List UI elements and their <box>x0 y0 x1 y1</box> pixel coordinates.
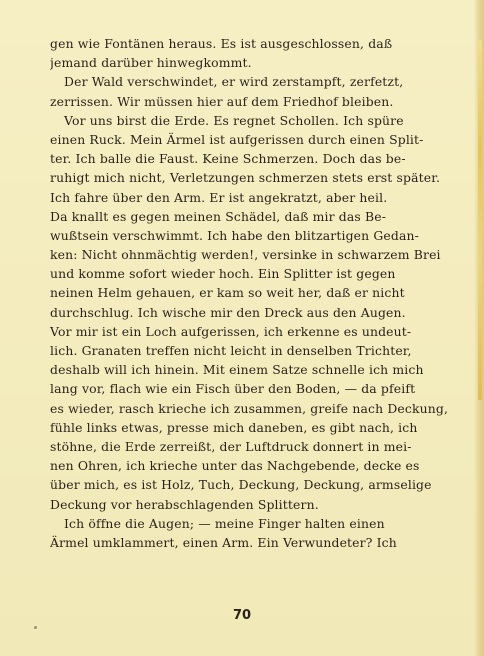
text-line: Vor mir ist ein Loch aufgerissen, ich erkenne es undeut- <box>50 323 412 339</box>
text-line: fühle links etwas, presse mich daneben, es gibt nach, ich <box>50 419 418 435</box>
text-line: stöhne, die Erde zerreißt, der Luftdruck donnert in mei- <box>50 438 412 454</box>
text-line: nen Ohren, ich krieche unter das Nachgebende, decke es <box>50 458 420 474</box>
text-line: ter. Ich balle die Faust. Keine Schmerzen. Doch das be- <box>50 151 406 167</box>
text-line: Ich öffne die Augen; — meine Finger halten einen <box>64 515 385 531</box>
text-line: ruhigt mich nicht, Verletzungen schmerzen stets erst später. <box>50 170 441 186</box>
text-line: und komme sofort wieder hoch. Ein Splitter ist gegen <box>50 266 396 282</box>
text-line: es wieder, rasch krieche ich zusammen, greife nach Deckung, <box>50 400 449 416</box>
text-line: zerrissen. Wir müssen hier auf dem Friedhof bleiben. <box>50 93 394 109</box>
text-line: Deckung vor herabschlagenden Splittern. <box>50 496 319 512</box>
body-text <box>50 34 470 552</box>
text-line: jemand darüber hinwegkommt. <box>50 55 252 71</box>
text-line: einen Ruck. Mein Ärmel ist aufgerissen durch einen Split- <box>50 131 424 147</box>
text-line: Ärmel umklammert, einen Arm. Ein Verwundeter? Ich <box>50 534 397 550</box>
text-line: lang vor, flach wie ein Fisch über den Boden, — da pfeift <box>50 381 416 397</box>
text-line: lich. Granaten treffen nicht leicht in denselben Trichter, <box>50 343 412 358</box>
text-line: durchschlug. Ich wische mir den Dreck aus den Augen. <box>50 304 406 320</box>
text-line: neinen Helm gehauen, er kam so weit her, daß er nicht <box>50 285 405 301</box>
text-line: deshalb will ich hinein. Mit einem Satze schnelle ich mich <box>50 362 424 378</box>
text-line: über mich, es ist Holz, Tuch, Deckung, Deckung, armselige <box>50 477 432 493</box>
page-number: 70 <box>232 608 252 623</box>
text-line: Der Wald verschwindet, er wird zerstampft, zerfetzt, <box>64 74 404 90</box>
text-line: gen wie Fontänen heraus. Es ist ausgeschlossen, daß <box>50 36 393 51</box>
page-edge-stain <box>478 40 482 400</box>
text-line: Da knallt es gegen meinen Schädel, daß mir das Be- <box>50 208 387 224</box>
text-line: wußtsein verschwimmt. Ich habe den blitzartigen Gedan- <box>50 227 419 243</box>
paper-speck <box>34 626 37 629</box>
text-line: ken: Nicht ohnmächtig werden!, versinke in schwarzem Brei <box>50 247 441 263</box>
text-line: Vor uns birst die Erde. Es regnet Schollen. Ich spüre <box>64 112 404 128</box>
text-line: Ich fahre über den Arm. Er ist angekratzt, aber heil. <box>50 189 388 205</box>
